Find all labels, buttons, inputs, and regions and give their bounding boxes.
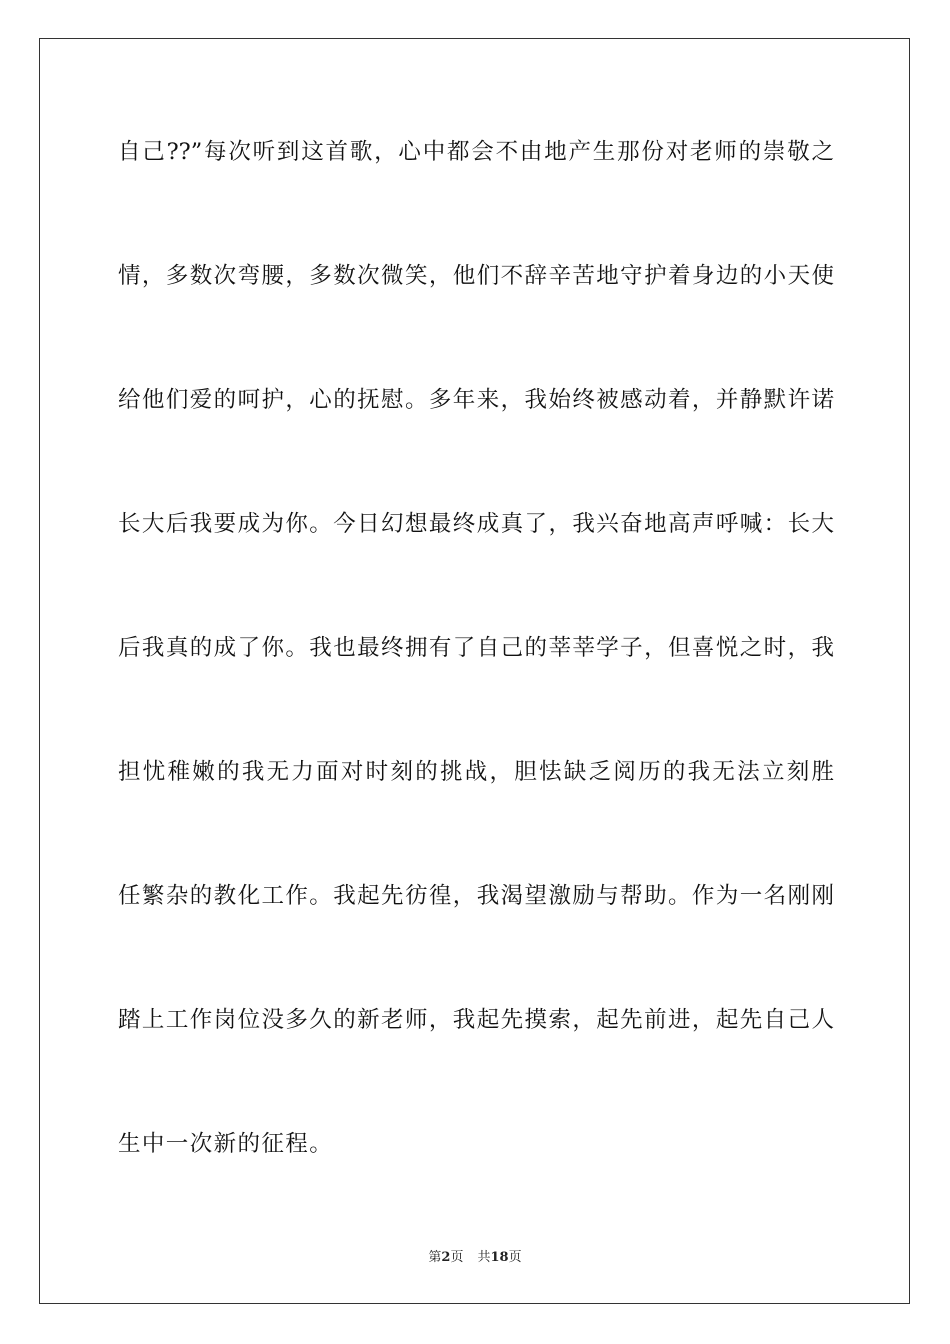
total-prefix: 共 bbox=[477, 1250, 491, 1265]
text-line: 踏上工作岗位没多久的新老师，我起先摸索，起先前进，起先自己人 bbox=[118, 1007, 834, 1033]
document-body bbox=[118, 128, 834, 1244]
text-line: 情，多数次弯腰，多数次微笑，他们不辞辛苦地守护着身边的小天使 bbox=[118, 263, 834, 289]
text-line: 给他们爱的呵护，心的抚慰。多年来，我始终被感动着，并静默许诺 bbox=[118, 387, 834, 413]
text-line: 生中一次新的征程。 bbox=[118, 1131, 334, 1157]
text-line: 担忧稚嫩的我无力面对时刻的挑战，胆怯缺乏阅历的我无法立刻胜 bbox=[118, 759, 834, 785]
text-line: 后我真的成了你。我也最终拥有了自己的莘莘学子，但喜悦之时，我 bbox=[118, 635, 834, 661]
text-line: 自己??”每次听到这首歌，心中都会不由地产生那份对老师的崇敬之 bbox=[118, 139, 834, 165]
text-line: 任繁杂的教化工作。我起先彷徨，我渴望激励与帮助。作为一名刚刚 bbox=[118, 883, 834, 909]
page-prefix: 第 bbox=[428, 1250, 442, 1265]
total-suffix: 页 bbox=[508, 1250, 522, 1265]
page-footer bbox=[0, 1246, 950, 1265]
total-pages: 18 bbox=[490, 1250, 509, 1265]
page-number: 2 bbox=[441, 1250, 451, 1265]
page-suffix: 页 bbox=[450, 1250, 464, 1265]
text-line: 长大后我要成为你。今日幻想最终成真了，我兴奋地高声呼喊：长大 bbox=[118, 511, 834, 537]
